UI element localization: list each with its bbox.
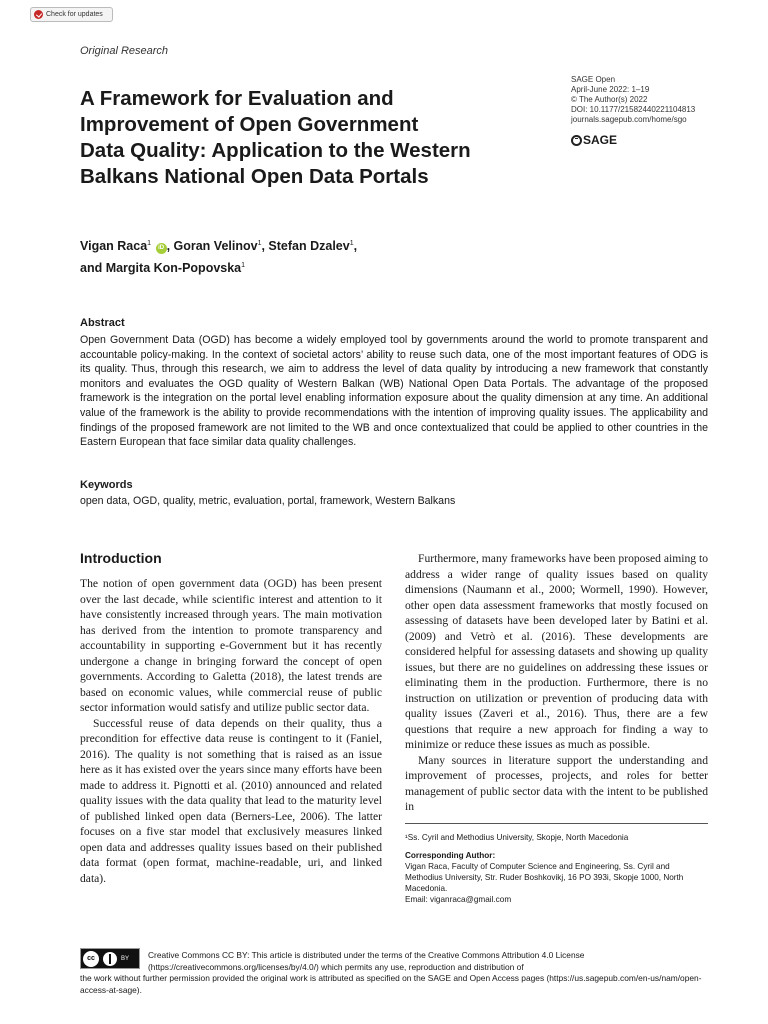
body-column-left xyxy=(80,576,382,886)
check-updates-label: Check for updates xyxy=(46,11,103,18)
author-name: Vigan Raca xyxy=(80,239,148,254)
affiliation-mark: 1 xyxy=(257,240,262,247)
footnote-divider xyxy=(405,823,708,824)
paragraph: Furthermore, many frameworks have been proposed aiming to address a wider range of quality issues based on quality dimensions (Naumann et al., 2000; Wormell, 1990). However, other open data assessment frameworks that mostly focused on assessing of datasets have been developed later by Batini et al. (2009) and Vetrò et al. (2016). These developments are considered helpful for assessing datasets and showing up quality issues, but there are no guidelines on addressing these issues or eliminating them in the production. Furthermore, there is no instruction on utilization or prevention of producing data with quality issues (Zaveri et al., 2016). Thus, there are a few questions that require a new approach for finding a way to minimize or reduce these issues as much as possible. xyxy=(405,552,708,751)
cc-icon: cc xyxy=(83,951,99,967)
license-text xyxy=(80,950,720,996)
license-line: Creative Commons CC BY: This article is distributed under the terms of the Creative Commons Attribution 4.0 License (https://creativecommons.org/licenses/by/4.0/) which permits any use, reproduction and distribution of xyxy=(148,950,585,972)
affiliation-note: ¹Ss. Cyril and Methodius University, Skopje, North Macedonia xyxy=(405,833,629,842)
corresponding-author-email[interactable]: Email: viganraca@gmail.com xyxy=(405,895,512,904)
author-name: and Margita Kon-Popovska xyxy=(80,261,242,276)
journal-info xyxy=(571,75,695,125)
title-line: A Framework for Evaluation and xyxy=(80,87,394,110)
article-category: Original Research xyxy=(80,45,169,57)
article-title xyxy=(80,86,540,190)
sage-logo-icon xyxy=(571,135,582,146)
journal-name: SAGE Open xyxy=(571,75,616,84)
license-line: the work without further permission provided the original work is attributed as specified on the SAGE and Open Access pages (https://us.sagepub.com/en-us/nam/open-access-at-sage). xyxy=(80,973,702,995)
introduction-heading: Introduction xyxy=(80,550,162,566)
by-label: BY xyxy=(121,955,130,962)
affiliation-mark: 1 xyxy=(241,262,246,270)
journal-issue: April-June 2022: 1–19 xyxy=(571,85,650,94)
title-line: Balkans National Open Data Portals xyxy=(80,165,429,188)
corresponding-author-label: Corresponding Author: xyxy=(405,851,496,860)
author-name: , Goran Velinov xyxy=(166,239,258,254)
journal-copyright: © The Author(s) 2022 xyxy=(571,95,648,104)
journal-url[interactable]: journals.sagepub.com/home/sgo xyxy=(571,115,687,124)
orcid-icon[interactable]: iD xyxy=(156,243,167,254)
sage-logo-text: SAGE xyxy=(583,133,618,147)
author-list xyxy=(80,234,357,278)
title-line: Improvement of Open Government xyxy=(80,113,419,136)
paragraph: Many sources in literature support the understanding and improvement of processes, projects, and roles for better management of public sector data with the intent to be published in xyxy=(405,753,708,813)
keywords-heading: Keywords xyxy=(80,479,133,491)
abstract-text: Open Government Data (OGD) has become a widely employed tool by governments around the world to promote transparent and accountable policy-making. In the context of societal actors’ ability to reuse such data, one of the most important features of ODG is its quality. Thus, through this research, we aim to address the level of data quality by introducing a new framework that constantly monitors and evaluates the OGD quality of Western Balkan (WB) National Open Data Portals. The advantage of the proposed framework is the integration on the portal level enabling information exposure about the quality dimension at any time. An additional value of the framework is the ability to provide recommendations with the intention of improving quality issues. The applicability and findings of the proposed framework are not limited to the WB and once contextualized that could be applied to other countries in the Eastern European that face similar data quality challenges. xyxy=(80,334,708,449)
journal-doi[interactable]: DOI: 10.1177/21582440221104813 xyxy=(571,105,696,114)
paragraph: The notion of open government data (OGD) has been present over the last decade, while scientific interest and attention to it have consistently increased through years. The main motivation has derived from the intention to promote transparency and accountability in supporting e-Government but it has recently undergone a change in bringing forward the concept of open governments. According to Galetta (2018), the latest trends are based on economic values, while commercial reuse of public sector information would satisfy and utilize public sector data. xyxy=(80,577,382,714)
abstract-heading: Abstract xyxy=(80,317,125,329)
affiliation-mark: 1 xyxy=(147,240,152,247)
corresponding-author-address: Vigan Raca, Faculty of Computer Science and Engineering, Ss. Cyril and Methodius University, Str. Ruder Boshkovikj, 16 PO 393i, Skopje 1000, North Macedonia. xyxy=(405,862,684,893)
check-updates-icon xyxy=(34,10,43,19)
affiliation-mark: 1 xyxy=(349,240,354,247)
title-line: Data Quality: Application to the Western xyxy=(80,139,471,162)
sage-logo xyxy=(571,133,617,147)
keywords-text: open data, OGD, quality, metric, evaluation, portal, framework, Western Balkans xyxy=(80,495,456,507)
footnote xyxy=(405,832,708,905)
paragraph: Successful reuse of data depends on their quality, thus a precondition for effective data reuse is contingent to it (Faniel, 2016). The quality is not something that is raised as an issue here as it has existed over the years since many efforts have been made to address it. Pignotti et al. (2010) announced and related quality issues with the data quality that lead to the maturity level of published linked open data (Berners-Lee, 2006). The latter focuses on a five star model that exclusively measures linked open data and addresses quality issues based on their published data format (open format, machine-readable, uri, and linked data). xyxy=(80,716,382,885)
author-separator: , xyxy=(353,239,358,254)
author-name: , Stefan Dzalev xyxy=(261,239,350,254)
check-for-updates-button[interactable] xyxy=(30,7,113,22)
body-column-right xyxy=(405,551,708,815)
